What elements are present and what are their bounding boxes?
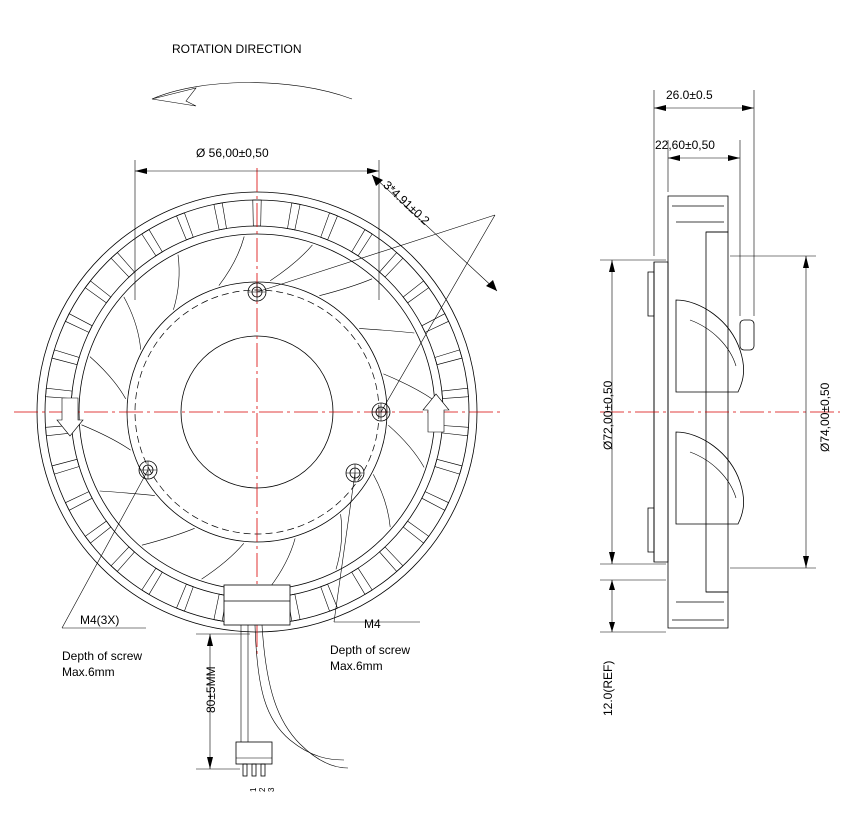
bolt-circle-dimension: Ø 56,00±0,50	[196, 146, 269, 160]
side-view	[600, 90, 840, 632]
left-note-line1: Depth of screw	[62, 649, 143, 663]
inner-diameter-dimension: Ø72,00±0,50	[601, 380, 615, 450]
mounting-screws	[139, 283, 390, 482]
ref-dimension: 12.0(REF)	[601, 660, 615, 716]
front-view	[14, 160, 500, 776]
cable-exit	[224, 585, 348, 776]
left-note-line2: Max.6mm	[62, 665, 115, 679]
screw-callout-dimension: 3*4.91±0.2	[380, 178, 433, 228]
right-note-line1: Depth of screw	[330, 643, 411, 657]
dim-overall-thickness	[654, 90, 754, 316]
body-thickness-dimension: 22,60±0,50	[655, 138, 715, 152]
overall-thickness-dimension: 26.0±0.5	[666, 88, 713, 102]
outer-diameter-dimension: Ø74,00±0,50	[818, 382, 832, 452]
wire-length-dimension: 80±5MM	[204, 666, 218, 713]
dim-body-thickness	[668, 140, 740, 316]
dim-ref	[600, 580, 666, 632]
right-note-title: M4	[364, 617, 381, 631]
connector-pin-3: 3	[267, 787, 276, 792]
airflow-arrows	[57, 394, 449, 436]
dim-screw-callout	[257, 175, 497, 412]
rotation-direction-label: ROTATION DIRECTION	[172, 42, 302, 56]
right-note-line2: Max.6mm	[330, 659, 383, 673]
connector-pin-1: 1	[249, 787, 258, 792]
left-note-title: M4(3X)	[80, 613, 120, 627]
rotation-arrow	[152, 82, 352, 106]
connector-pin-2: 2	[258, 787, 267, 792]
